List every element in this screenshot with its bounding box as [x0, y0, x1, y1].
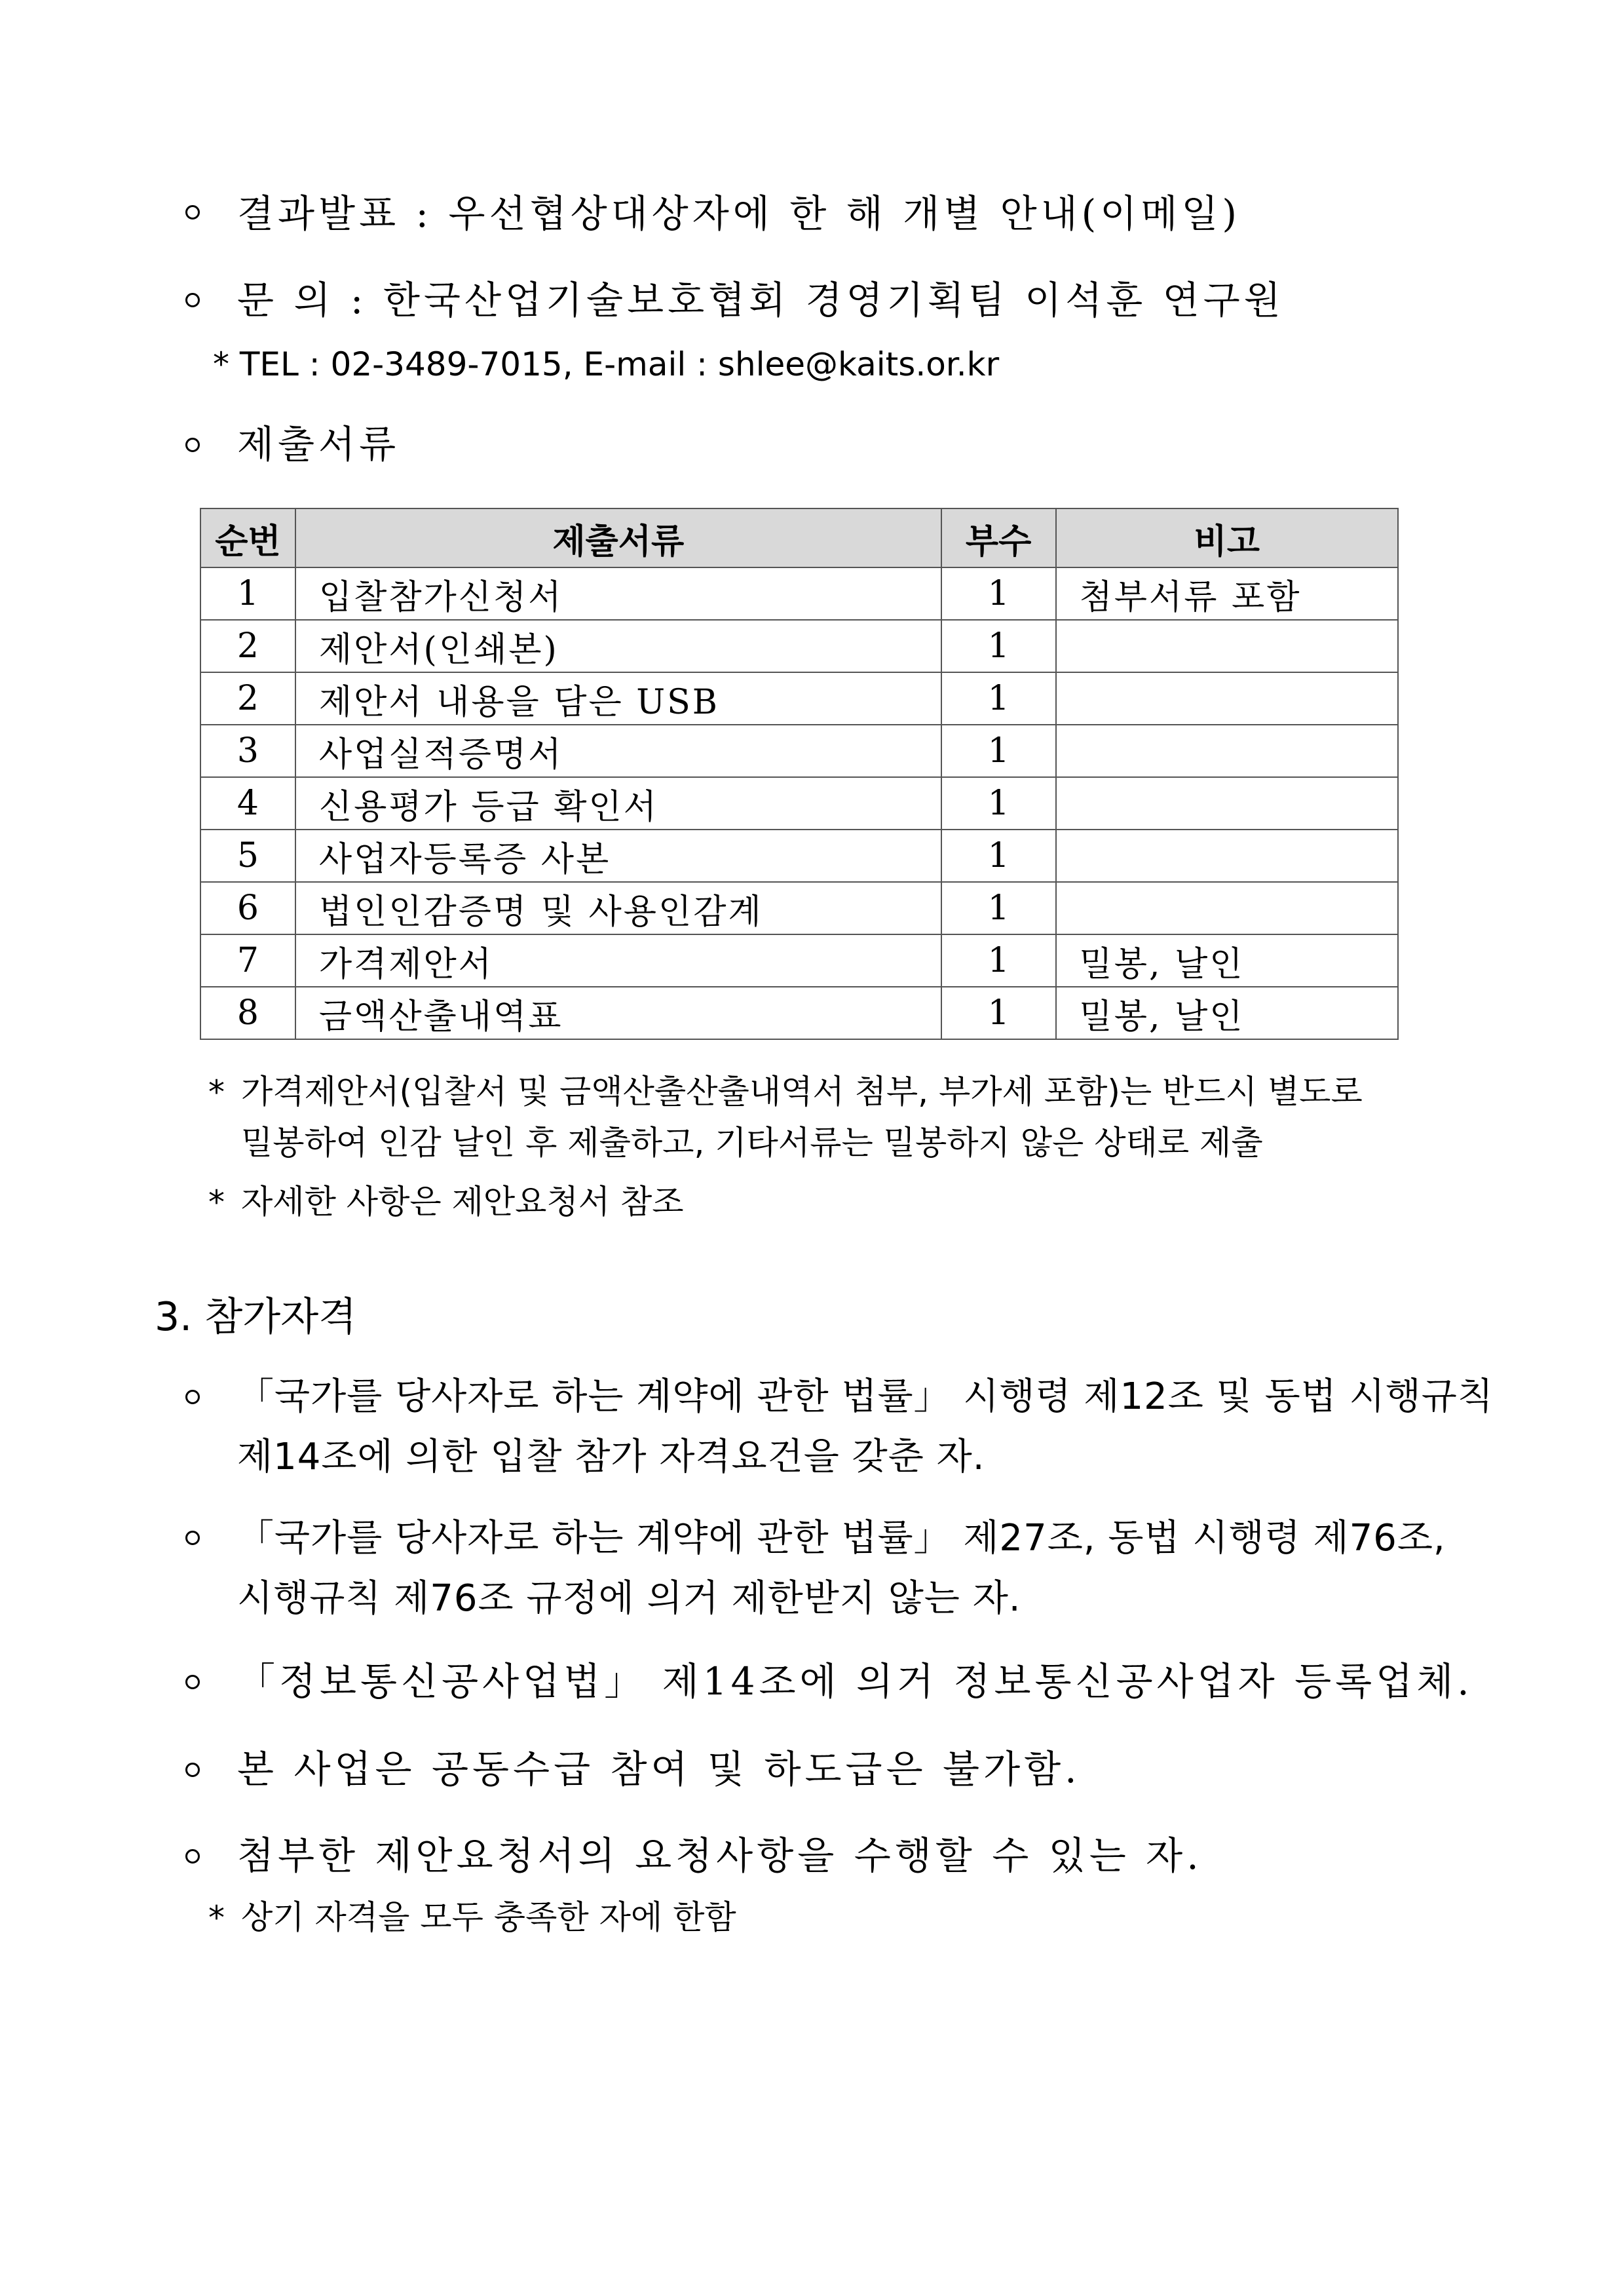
table-row	[200, 987, 1398, 1039]
row-no: 2	[200, 620, 295, 672]
row-copies: 1	[941, 830, 1056, 882]
bullet-circle-icon	[185, 438, 200, 452]
row-remark	[1056, 672, 1398, 725]
row-remark	[1056, 777, 1398, 830]
row-copies: 1	[941, 672, 1056, 725]
table-note-2: 자세한 사항은 제안요청서 참조	[241, 1183, 684, 1221]
row-copies: 1	[941, 987, 1056, 1039]
row-copies: 1	[941, 567, 1056, 620]
table-row	[200, 725, 1398, 777]
row-remark	[1056, 725, 1398, 777]
row-document: 금액산출내역표	[295, 987, 941, 1039]
table-row	[200, 777, 1398, 830]
row-no: 1	[200, 567, 295, 620]
submission-documents-table	[200, 508, 1399, 1040]
table-header-row	[200, 508, 1398, 567]
qualification-1-line1: 「국가를 당사자로 하는 계약에 관한 법률」 시행령 제12조 및 동법 시행규칙	[237, 1375, 1494, 1418]
table-row	[200, 567, 1398, 620]
qualification-2-line2: 시행규칙 제76조 규정에 의거 제한받지 않는 자.	[237, 1577, 1021, 1620]
row-remark	[1056, 882, 1398, 934]
bullet-circle-icon	[185, 205, 200, 220]
qualification-2-line1: 「국가를 당사자로 하는 계약에 관한 법률」 제27조, 동법 시행령 제76조,	[237, 1517, 1446, 1559]
row-copies: 1	[941, 882, 1056, 934]
table-row	[200, 882, 1398, 934]
qualification-5: 첨부한 제안요청서의 요청사항을 수행할 수 있는 자.	[237, 1833, 1203, 1878]
submission-docs-label: 제출서류	[237, 422, 400, 467]
row-copies: 1	[941, 777, 1056, 830]
row-remark: 밀봉, 날인	[1056, 987, 1398, 1039]
row-document: 법인인감증명 및 사용인감계	[295, 882, 941, 934]
row-copies: 1	[941, 725, 1056, 777]
bullet-circle-icon	[185, 1390, 200, 1404]
table-row	[200, 830, 1398, 882]
row-document: 신용평가 등급 확인서	[295, 777, 941, 830]
row-no: 3	[200, 725, 295, 777]
table-row	[200, 934, 1398, 987]
note-asterisk: *	[208, 1899, 225, 1937]
note-asterisk: *	[208, 1183, 225, 1221]
row-no: 5	[200, 830, 295, 882]
row-copies: 1	[941, 620, 1056, 672]
section-3-heading: 3. 참가자격	[155, 1294, 357, 1340]
header-remark: 비고	[1056, 508, 1398, 567]
row-document: 가격제안서	[295, 934, 941, 987]
row-document: 사업실적증명서	[295, 725, 941, 777]
row-remark: 첨부서류 포함	[1056, 567, 1398, 620]
qualification-4: 본 사업은 공동수급 참여 및 하도급은 불가함.	[237, 1747, 1081, 1791]
row-remark	[1056, 620, 1398, 672]
contact-note: * TEL : 02-3489-7015, E-mail : shlee@kaits.or.kr	[213, 345, 1000, 383]
row-no: 7	[200, 934, 295, 987]
row-document: 사업자등록증 사본	[295, 830, 941, 882]
row-remark: 밀봉, 날인	[1056, 934, 1398, 987]
table-note-1-line1: 가격제안서(입찰서 및 금액산출산출내역서 첨부, 부가세 포함)는 반드시 별도로	[241, 1073, 1363, 1111]
result-announcement-text: 결과발표 : 우선협상대상자에 한 해 개별 안내(이메일)	[237, 191, 1241, 236]
qualification-final-note: 상기 자격을 모두 충족한 자에 한함	[241, 1898, 736, 1936]
row-no: 8	[200, 987, 295, 1039]
bullet-circle-icon	[185, 293, 200, 307]
header-no: 순번	[200, 508, 295, 567]
row-no: 6	[200, 882, 295, 934]
bullet-circle-icon	[185, 1675, 200, 1689]
row-document: 제안서(인쇄본)	[295, 620, 941, 672]
header-document: 제출서류	[295, 508, 941, 567]
qualification-3: 「정보통신공사업법」 제14조에 의거 정보통신공사업자 등록업체.	[237, 1659, 1473, 1704]
table-row	[200, 620, 1398, 672]
row-document: 입찰참가신청서	[295, 567, 941, 620]
row-document: 제안서 내용을 담은 USB	[295, 672, 941, 725]
bullet-circle-icon	[185, 1849, 200, 1864]
bullet-circle-icon	[185, 1763, 200, 1777]
bullet-circle-icon	[185, 1531, 200, 1545]
table-row	[200, 672, 1398, 725]
row-no: 4	[200, 777, 295, 830]
row-copies: 1	[941, 934, 1056, 987]
inquiry-text: 문 의 : 한국산업기술보호협회 경영기획팀 이석훈 연구원	[237, 278, 1285, 322]
row-remark	[1056, 830, 1398, 882]
header-copies: 부수	[941, 508, 1056, 567]
qualification-1-line2: 제14조에 의한 입찰 참가 자격요건을 갖춘 자.	[237, 1436, 985, 1478]
table-note-1-line2: 밀봉하여 인감 날인 후 제출하고, 기타서류는 밀봉하지 않은 상태로 제출	[241, 1124, 1263, 1162]
row-no: 2	[200, 672, 295, 725]
note-asterisk: *	[208, 1073, 225, 1111]
